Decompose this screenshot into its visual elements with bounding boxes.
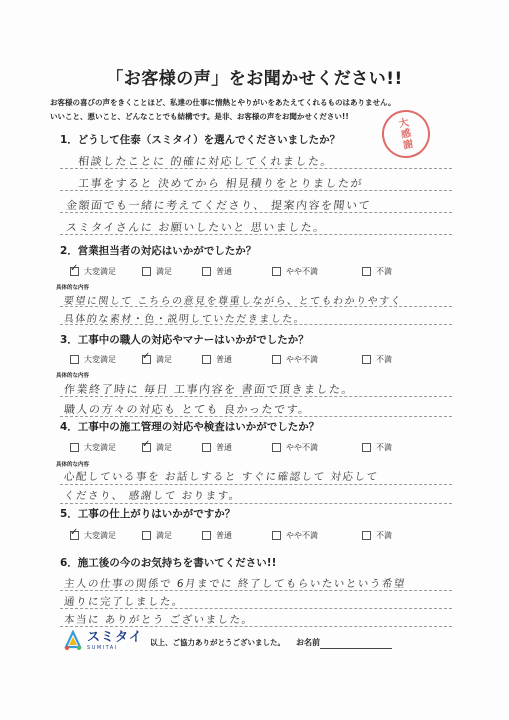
- option-very-satisfied[interactable]: 大変満足: [70, 442, 116, 453]
- detail-label-3: 具体的な内容: [56, 373, 90, 379]
- option-dissatisfied[interactable]: 不満: [362, 266, 392, 277]
- checkbox-icon[interactable]: [362, 443, 371, 452]
- option-somewhat-dissatisfied[interactable]: やや不満: [272, 354, 318, 365]
- thank-you-note: 以上、ご協力ありがとうございました。: [150, 638, 285, 647]
- option-very-satisfied[interactable]: 大変満足: [70, 354, 116, 365]
- intro-line-2: いいこと、悪いこと、どんなことでも結構です。是非、お客様の声をお聞かせください!!: [50, 112, 349, 121]
- question-4: 4．工事中の施工管理の対応や検査はいかがでしたか？: [60, 421, 320, 433]
- option-very-satisfied[interactable]: ✓ 大変満足: [70, 266, 116, 277]
- checkbox-icon[interactable]: [362, 267, 371, 276]
- question-5: 5．工事の仕上がりはいかがですか？: [60, 508, 236, 520]
- stamp-char-1: 大: [397, 116, 410, 130]
- answer-3-line-2: 職人の方々の対応も とても 良かったです。: [63, 403, 312, 416]
- checkbox-icon[interactable]: [272, 531, 281, 540]
- option-satisfied[interactable]: 満足: [142, 266, 172, 277]
- checkbox-icon[interactable]: [202, 267, 211, 276]
- detail-label-4: 具体的な内容: [56, 462, 90, 468]
- logo-name: スミタイ: [87, 630, 143, 645]
- answer-1-line-1: 相談したことに 的確に対応してくれました。: [77, 155, 334, 168]
- option-dissatisfied[interactable]: 不満: [362, 442, 392, 453]
- answer-1-line-4: スミタイさんに お願いしたいと 思いました。: [65, 221, 327, 234]
- option-somewhat-dissatisfied[interactable]: やや不満: [272, 266, 318, 277]
- option-normal[interactable]: 普通: [202, 266, 232, 277]
- option-normal[interactable]: 普通: [202, 442, 232, 453]
- checkbox-icon[interactable]: [142, 355, 151, 364]
- option-dissatisfied[interactable]: 不満: [362, 354, 392, 365]
- checkbox-icon[interactable]: [202, 531, 211, 540]
- checkbox-icon[interactable]: [70, 267, 79, 276]
- option-dissatisfied[interactable]: 不満: [362, 530, 392, 541]
- signature-label: お名前: [296, 638, 320, 647]
- company-logo: [62, 627, 147, 655]
- checkbox-icon[interactable]: [362, 355, 371, 364]
- answer-2-line-2: 具体的な素材・色・説明していただきました。: [63, 314, 306, 325]
- stamp-char-2: 感: [399, 127, 413, 141]
- question-6: 6．施工後の今のお気持ちを書いてください!!: [60, 557, 277, 569]
- answer-1-line-3: 金額面でも一緒に考えてくださり、 提案内容を聞いて: [65, 199, 372, 212]
- question-2: 2．営業担当者の対応はいかがでしたか？: [60, 245, 257, 257]
- checkbox-icon[interactable]: [70, 443, 79, 452]
- detail-label-2: 具体的な内容: [56, 285, 90, 291]
- checkbox-icon[interactable]: [142, 443, 151, 452]
- question-1: 1．どうして住泰（スミタイ）を選んでくださいましたか？: [60, 134, 341, 146]
- checkbox-icon[interactable]: [70, 531, 79, 540]
- option-normal[interactable]: 普通: [202, 530, 232, 541]
- checkbox-icon[interactable]: [272, 443, 281, 452]
- answer-3-line-1: 作業終了時に 毎日 工事内容を 書面で頂きました。: [63, 383, 355, 396]
- question-3: 3．工事中の職人の対応やマナーはいかがでしたか？: [60, 334, 309, 346]
- logo-mark-icon: [62, 630, 84, 652]
- signature-line[interactable]: [320, 648, 392, 649]
- option-very-satisfied[interactable]: ✓ 大変満足: [70, 530, 116, 541]
- logo-sub: SUMITAI: [87, 645, 118, 651]
- checkbox-icon[interactable]: [202, 443, 211, 452]
- option-normal[interactable]: 普通: [202, 354, 232, 365]
- stamp-char-3: 謝: [402, 138, 415, 152]
- checkbox-icon[interactable]: [362, 531, 371, 540]
- checkbox-icon[interactable]: [272, 355, 281, 364]
- option-satisfied[interactable]: 満足: [142, 530, 172, 541]
- option-somewhat-dissatisfied[interactable]: やや不満: [272, 530, 318, 541]
- option-satisfied[interactable]: ✓ 満足: [142, 354, 172, 365]
- answer-6-line-2: 通りに完了しました。: [63, 596, 185, 608]
- answer-1-line-2: 工事をすると 決めてから 相見積りをとりましたが: [77, 177, 364, 190]
- answer-6-line-1: 主人の仕事の関係で 6月までに 終了してもらいたいという希望: [63, 578, 407, 590]
- answer-4-line-1: 心配している事を お話しすると すぐに確認して 対応して: [63, 471, 380, 483]
- checkbox-icon[interactable]: [202, 355, 211, 364]
- answer-4-line-2: くださり、 感謝して おります。: [63, 490, 242, 502]
- checkbox-icon[interactable]: [70, 355, 79, 364]
- option-satisfied[interactable]: ✓ 満足: [142, 442, 172, 453]
- checkbox-icon[interactable]: [142, 267, 151, 276]
- answer-2-line-1: 要望に関して こちらの意見を尊重しながら、とてもわかりやすく: [63, 296, 403, 307]
- intro-line-1: お客様の喜びの声をきくことほど、私達の仕事に情熱とやりがいをあたえてくれるものはありません。: [50, 98, 396, 107]
- checkbox-icon[interactable]: [142, 531, 151, 540]
- answer-6-line-3: 本当に ありがとう ございました。: [63, 614, 255, 626]
- option-somewhat-dissatisfied[interactable]: やや不満: [272, 442, 318, 453]
- checkbox-icon[interactable]: [272, 267, 281, 276]
- page-title: 「お客様の声」をお聞かせください!!: [106, 69, 403, 89]
